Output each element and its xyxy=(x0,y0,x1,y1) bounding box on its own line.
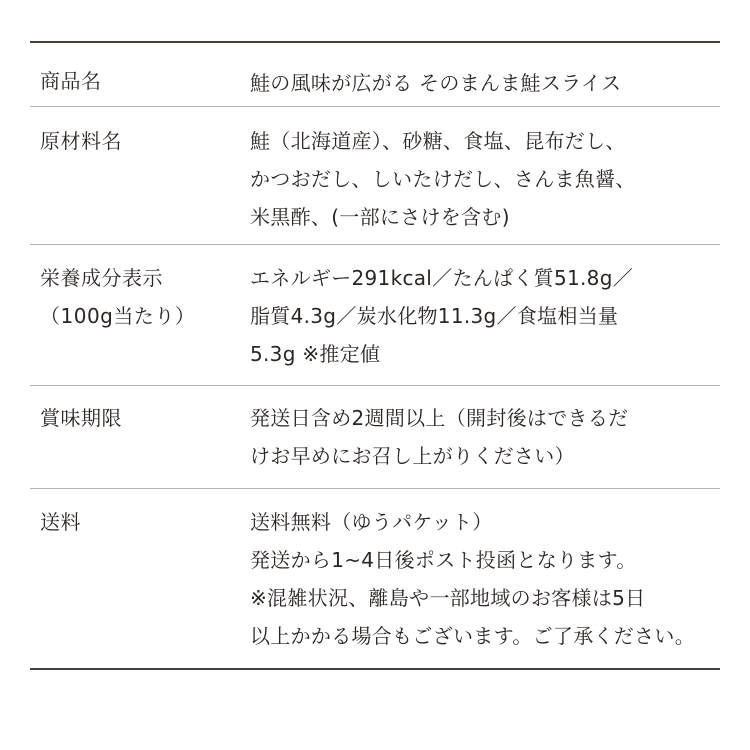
spec-row-expiry xyxy=(30,386,720,489)
spec-value-line: エネルギー291kcal／たんぱく質51.8g／ xyxy=(250,266,633,290)
spec-value-ingredients xyxy=(240,122,720,244)
spec-value-line: ※混雑状況、離島や一部地域のお客様は5日 xyxy=(250,586,646,610)
product-spec-table xyxy=(30,41,720,670)
spec-value-line: 米黒酢、(一部にさけを含む) xyxy=(250,205,510,229)
spec-label-shipping: 送料 xyxy=(40,510,81,534)
spec-row-shipping xyxy=(30,489,720,668)
spec-value-line: 鮭の風味が広がる そのまんま鮭スライス xyxy=(250,71,622,95)
spec-value-line: 鮭（北海道産）、砂糖、食塩、昆布だし、 xyxy=(250,129,626,153)
spec-label-ingredients: 原材料名 xyxy=(40,129,122,153)
spec-value-line: 送料無料（ゆうパケット） xyxy=(250,510,493,534)
spec-value-line: 発送日含め2週間以上（開封後はできるだ xyxy=(250,406,629,430)
spec-value-nutrition xyxy=(240,259,720,385)
spec-label-nutrition: 栄養成分表示 （100g当たり） xyxy=(40,266,196,328)
spec-row-product-name xyxy=(30,43,720,107)
spec-value-product-name xyxy=(240,62,720,106)
spec-row-ingredients xyxy=(30,107,720,245)
spec-label-product-name: 商品名 xyxy=(40,69,102,93)
spec-label-expiry: 賞味期限 xyxy=(40,406,122,430)
spec-value-shipping xyxy=(240,503,720,668)
spec-value-line: けお早めにお召し上がりください） xyxy=(250,444,575,468)
spec-value-expiry xyxy=(240,399,720,488)
spec-row-nutrition xyxy=(30,245,720,386)
spec-value-line: 5.3g ※推定値 xyxy=(250,342,381,366)
spec-value-line: 発送から1~4日後ポスト投函となります。 xyxy=(250,548,637,572)
spec-value-line: 以上かかる場合もございます。ご了承ください。 xyxy=(250,624,695,648)
spec-value-line: 脂質4.3g／炭水化物11.3g／食塩相当量 xyxy=(250,304,619,328)
spec-value-line: かつおだし、しいたけだし、さんま魚醤、 xyxy=(250,167,636,191)
